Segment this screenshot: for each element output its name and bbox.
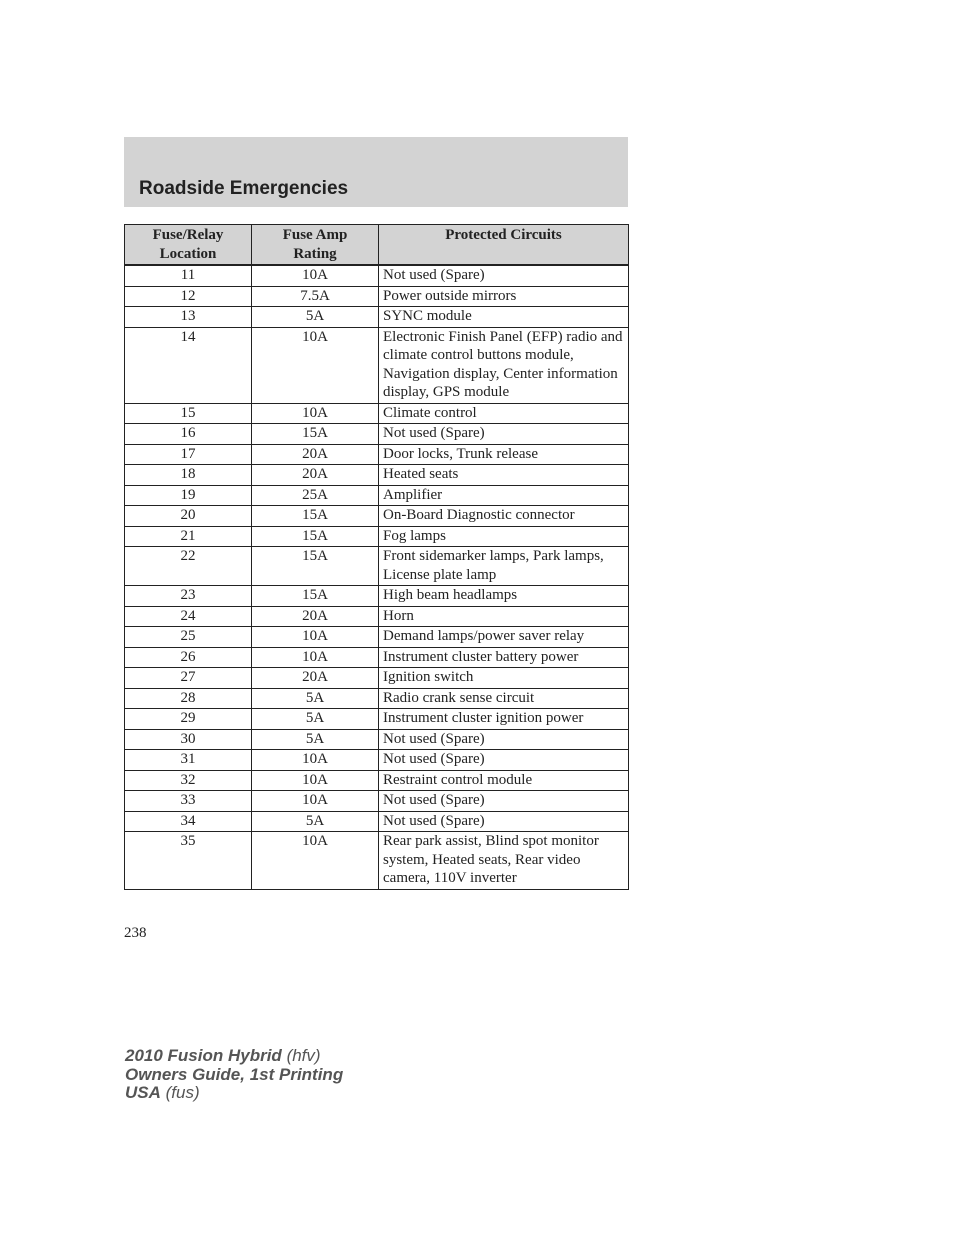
fuse-location-cell: 22: [125, 547, 252, 586]
section-title: Roadside Emergencies: [139, 178, 349, 199]
table-row: [125, 668, 629, 689]
protected-circuits-cell: Fog lamps: [379, 526, 629, 547]
fuse-location-cell: 27: [125, 668, 252, 689]
protected-circuits-cell: Radio crank sense circuit: [379, 688, 629, 709]
protected-circuits-cell: Not used (Spare): [379, 811, 629, 832]
fuse-location-cell: 20: [125, 506, 252, 527]
table-row: [125, 547, 629, 586]
protected-circuits-cell: Instrument cluster ignition power: [379, 709, 629, 730]
protected-circuits-cell: Amplifier: [379, 485, 629, 506]
protected-circuits-cell: Horn: [379, 606, 629, 627]
protected-circuits-cell: Heated seats: [379, 465, 629, 486]
table-row: [125, 791, 629, 812]
fuse-amp-rating-cell: 5A: [252, 688, 379, 709]
column-header-amp-rating-text: Fuse Amp Rating: [282, 227, 348, 262]
table-row: [125, 465, 629, 486]
protected-circuits-cell: Demand lamps/power saver relay: [379, 627, 629, 648]
protected-circuits-cell: Front sidemarker lamps, Park lamps, License plate lamp: [379, 547, 629, 586]
table-row: [125, 709, 629, 730]
table-row: [125, 627, 629, 648]
fuse-location-cell: 33: [125, 791, 252, 812]
fuse-location-cell: 25: [125, 627, 252, 648]
table-header-row: [125, 225, 629, 266]
footer-line-3: [125, 1084, 343, 1103]
table-row: [125, 688, 629, 709]
fuse-table: [124, 224, 629, 890]
column-header-location-text: Fuse/Relay Location: [152, 227, 224, 262]
fuse-location-cell: 29: [125, 709, 252, 730]
fuse-amp-rating-cell: 15A: [252, 526, 379, 547]
table-row: [125, 832, 629, 890]
fuse-amp-rating-cell: 5A: [252, 307, 379, 328]
fuse-amp-rating-cell: 5A: [252, 811, 379, 832]
fuse-amp-rating-cell: 10A: [252, 791, 379, 812]
fuse-location-cell: 24: [125, 606, 252, 627]
footer-market-code: (fus): [165, 1083, 200, 1102]
protected-circuits-cell: Not used (Spare): [379, 729, 629, 750]
column-header-protected-circuits: [379, 225, 629, 266]
table-row: [125, 750, 629, 771]
footer-line-1: [125, 1047, 343, 1066]
footer-model: 2010 Fusion Hybrid: [125, 1046, 282, 1065]
protected-circuits-cell: Ignition switch: [379, 668, 629, 689]
column-header-location: [125, 225, 252, 266]
protected-circuits-cell: Electronic Finish Panel (EFP) radio and climate control buttons module, Navigation display, Center information display, GPS module: [379, 327, 629, 403]
fuse-location-cell: 21: [125, 526, 252, 547]
fuse-amp-rating-cell: 20A: [252, 606, 379, 627]
table-row: [125, 811, 629, 832]
protected-circuits-cell: Not used (Spare): [379, 265, 629, 286]
fuse-location-cell: 30: [125, 729, 252, 750]
protected-circuits-cell: Not used (Spare): [379, 424, 629, 445]
fuse-amp-rating-cell: 15A: [252, 586, 379, 607]
protected-circuits-cell: Not used (Spare): [379, 750, 629, 771]
fuse-amp-rating-cell: 20A: [252, 465, 379, 486]
table-row: [125, 729, 629, 750]
fuse-amp-rating-cell: 15A: [252, 506, 379, 527]
fuse-amp-rating-cell: 10A: [252, 832, 379, 890]
protected-circuits-cell: Not used (Spare): [379, 791, 629, 812]
table-row: [125, 286, 629, 307]
table-row: [125, 444, 629, 465]
table-row: [125, 485, 629, 506]
fuse-location-cell: 26: [125, 647, 252, 668]
footer-guide-printing: Owners Guide, 1st Printing: [125, 1064, 344, 1084]
footer-market: USA: [125, 1083, 161, 1102]
fuse-location-cell: 13: [125, 307, 252, 328]
fuse-amp-rating-cell: 25A: [252, 485, 379, 506]
table-row: [125, 307, 629, 328]
table-row: [125, 506, 629, 527]
fuse-location-cell: 12: [125, 286, 252, 307]
fuse-amp-rating-cell: 10A: [252, 403, 379, 424]
protected-circuits-cell: Climate control: [379, 403, 629, 424]
protected-circuits-cell: Door locks, Trunk release: [379, 444, 629, 465]
footer-line-2: [125, 1066, 343, 1085]
fuse-amp-rating-cell: 7.5A: [252, 286, 379, 307]
fuse-location-cell: 34: [125, 811, 252, 832]
fuse-location-cell: 11: [125, 265, 252, 286]
fuse-amp-rating-cell: 10A: [252, 750, 379, 771]
fuse-amp-rating-cell: 10A: [252, 327, 379, 403]
fuse-table-body: [125, 265, 629, 889]
table-row: [125, 424, 629, 445]
footer-model-code: (hfv): [286, 1046, 321, 1065]
fuse-amp-rating-cell: 10A: [252, 647, 379, 668]
fuse-amp-rating-cell: 15A: [252, 424, 379, 445]
protected-circuits-cell: Rear park assist, Blind spot monitor system, Heated seats, Rear video camera, 110V inverter: [379, 832, 629, 890]
fuse-amp-rating-cell: 10A: [252, 770, 379, 791]
table-row: [125, 403, 629, 424]
fuse-location-cell: 18: [125, 465, 252, 486]
fuse-location-cell: 23: [125, 586, 252, 607]
section-header-band: [124, 137, 628, 207]
fuse-location-cell: 17: [125, 444, 252, 465]
protected-circuits-cell: Restraint control module: [379, 770, 629, 791]
table-row: [125, 586, 629, 607]
fuse-location-cell: 31: [125, 750, 252, 771]
fuse-location-cell: 15: [125, 403, 252, 424]
fuse-amp-rating-cell: 20A: [252, 668, 379, 689]
fuse-amp-rating-cell: 20A: [252, 444, 379, 465]
protected-circuits-cell: On-Board Diagnostic connector: [379, 506, 629, 527]
column-header-amp-rating: [252, 225, 379, 266]
fuse-amp-rating-cell: 5A: [252, 709, 379, 730]
fuse-amp-rating-cell: 15A: [252, 547, 379, 586]
table-row: [125, 265, 629, 286]
table-row: [125, 770, 629, 791]
table-row: [125, 606, 629, 627]
fuse-amp-rating-cell: 5A: [252, 729, 379, 750]
fuse-location-cell: 35: [125, 832, 252, 890]
fuse-amp-rating-cell: 10A: [252, 265, 379, 286]
fuse-location-cell: 14: [125, 327, 252, 403]
column-header-protected-circuits-text: Protected Circuits: [445, 227, 562, 243]
fuse-amp-rating-cell: 10A: [252, 627, 379, 648]
protected-circuits-cell: Power outside mirrors: [379, 286, 629, 307]
fuse-location-cell: 16: [125, 424, 252, 445]
protected-circuits-cell: SYNC module: [379, 307, 629, 328]
page-number: 238: [124, 925, 147, 941]
fuse-location-cell: 28: [125, 688, 252, 709]
protected-circuits-cell: Instrument cluster battery power: [379, 647, 629, 668]
table-row: [125, 327, 629, 403]
table-row: [125, 526, 629, 547]
table-row: [125, 647, 629, 668]
document-footer: [125, 1047, 343, 1103]
fuse-location-cell: 19: [125, 485, 252, 506]
fuse-location-cell: 32: [125, 770, 252, 791]
protected-circuits-cell: High beam headlamps: [379, 586, 629, 607]
